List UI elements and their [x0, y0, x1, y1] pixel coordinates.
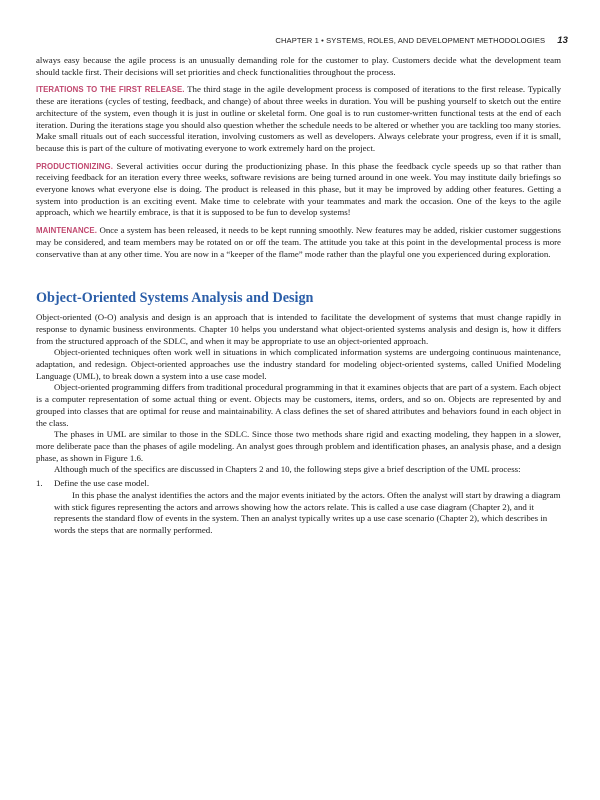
section-paragraph-5: Although much of the specifics are discussed in Chapters 2 and 10, the following steps give a brief description of the UML process:	[54, 464, 521, 475]
list-item	[36, 478, 561, 537]
iterations-text: The third stage in the agile development process is composed of iterations to the first release. Typically these are iterations (cycles of testing, feedback, and change) of about three weeks in duration. You will be pushing yourself to sketch out the entire architecture of the system, even though it is just in outline or skeletal form. One goal is to run customer-written functional tests at the end of each iteration. During the iterations stage you should also question whether the schedule needs to be altered or whether you are tackling too many stories. Make small rituals out of each successful iteration, involving customers as well as developers. Always celebrate your progress, even if it is small, because this is part of the culture of motivating everyone to work extremely hard on the project.	[36, 84, 561, 153]
list-item-number: 1.	[36, 478, 43, 489]
section-paragraph-4: The phases in UML are similar to those in the SDLC. Since those two methods share rigid and exacting modeling, they happen in a slower, more deliberate pace than the phases of agile modeling. An analyst goes through problem and identification phases, an analysis phase, and a design phase, as shown in Figure 1.6.	[36, 429, 561, 463]
list-item-body: In this phase the analyst identifies the actors and the major events initiated by the actors. Often the analyst will start by drawing a diagram with stick figures representing the actors and arrows showing how the actors relate. This is called a use case diagram (Chapter 2), and it represents the standard flow of events in the system. Then an analyst typically writes up a use case scenario (Chapter 2), which describes in words the steps that are normally performed.	[54, 489, 561, 535]
uml-steps-list	[36, 478, 561, 537]
intro-paragraph: always easy because the agile process is an unusually demanding role for the customer to play. Customers decide what the development team should tackle first. Their decisions will set priorities and check functionalities throughout the process.	[36, 55, 561, 77]
list-item-title: Define the use case model.	[54, 478, 150, 489]
iterations-paragraph	[36, 84, 561, 154]
section-paragraph-2: Object-oriented techniques often work well in situations in which complicated information systems are undergoing continuous maintenance, adaptation, and redesign. Object-oriented approaches use the industry standard for modeling object-oriented systems, called Unified Modeling Language (UML), to break down a system into a use case model.	[36, 347, 561, 381]
iterations-heading: ITERATIONS TO THE FIRST RELEASE.	[36, 85, 185, 95]
maintenance-heading: MAINTENANCE.	[36, 226, 97, 236]
maintenance-text: Once a system has been released, it needs to be kept running smoothly. New features may be added, riskier customer suggestions may be considered, and team members may be rotated on or off the team. The attitude you take at this point in the developmental process is more conservative than at any other time. You are now in a “keeper of the flame” mode rather than the playful one you experienced during exploration.	[36, 225, 561, 259]
section-paragraph-1: Object-oriented (O-O) analysis and design is an approach that is intended to facilitate the development of systems that must change rapidly in response to dynamic business environments. Chapter 10 helps you understand what object-oriented systems analysis and design is, how it differs from the structured approach of the SDLC, and when it may be appropriate to use an object-oriented approach.	[36, 312, 561, 346]
maintenance-paragraph	[36, 225, 561, 260]
productionizing-text: Several activities occur during the productionizing phase. In this phase the feedback cycle speeds up so that rather than receiving feedback for an iteration every three weeks, software revisions are being turned around in one week. You may institute daily briefings so everyone knows what everyone else is doing. The product is released in this phase, but it may be improved by adding other features. Getting a system into production is an exciting event. Make time to celebrate with your teammates and mark the occasion. One of the keys to the agile approach, which we heartily embrace, is that it is supposed to be fun to develop systems!	[36, 160, 561, 218]
section-paragraph-3: Object-oriented programming differs from traditional procedural programming in that it examines objects that are part of a system. Each object is a computer representation of some actual thing or event. Objects may be customers, items, orders, and so on. Objects are represented by and grouped into classes that are optimal for reuse and maintainability. A class defines the set of shared attributes and behaviors found in each object in the class.	[36, 382, 561, 428]
productionizing-heading: PRODUCTIONIZING.	[36, 161, 113, 171]
section-title: Object-Oriented Systems Analysis and Design	[36, 290, 314, 307]
chapter-title: CHAPTER 1 • SYSTEMS, ROLES, AND DEVELOPMENT METHODOLOGIES	[275, 36, 546, 45]
page-body	[36, 55, 561, 537]
page-number: 13	[557, 35, 568, 46]
productionizing-paragraph	[36, 161, 561, 220]
running-head	[275, 35, 568, 46]
